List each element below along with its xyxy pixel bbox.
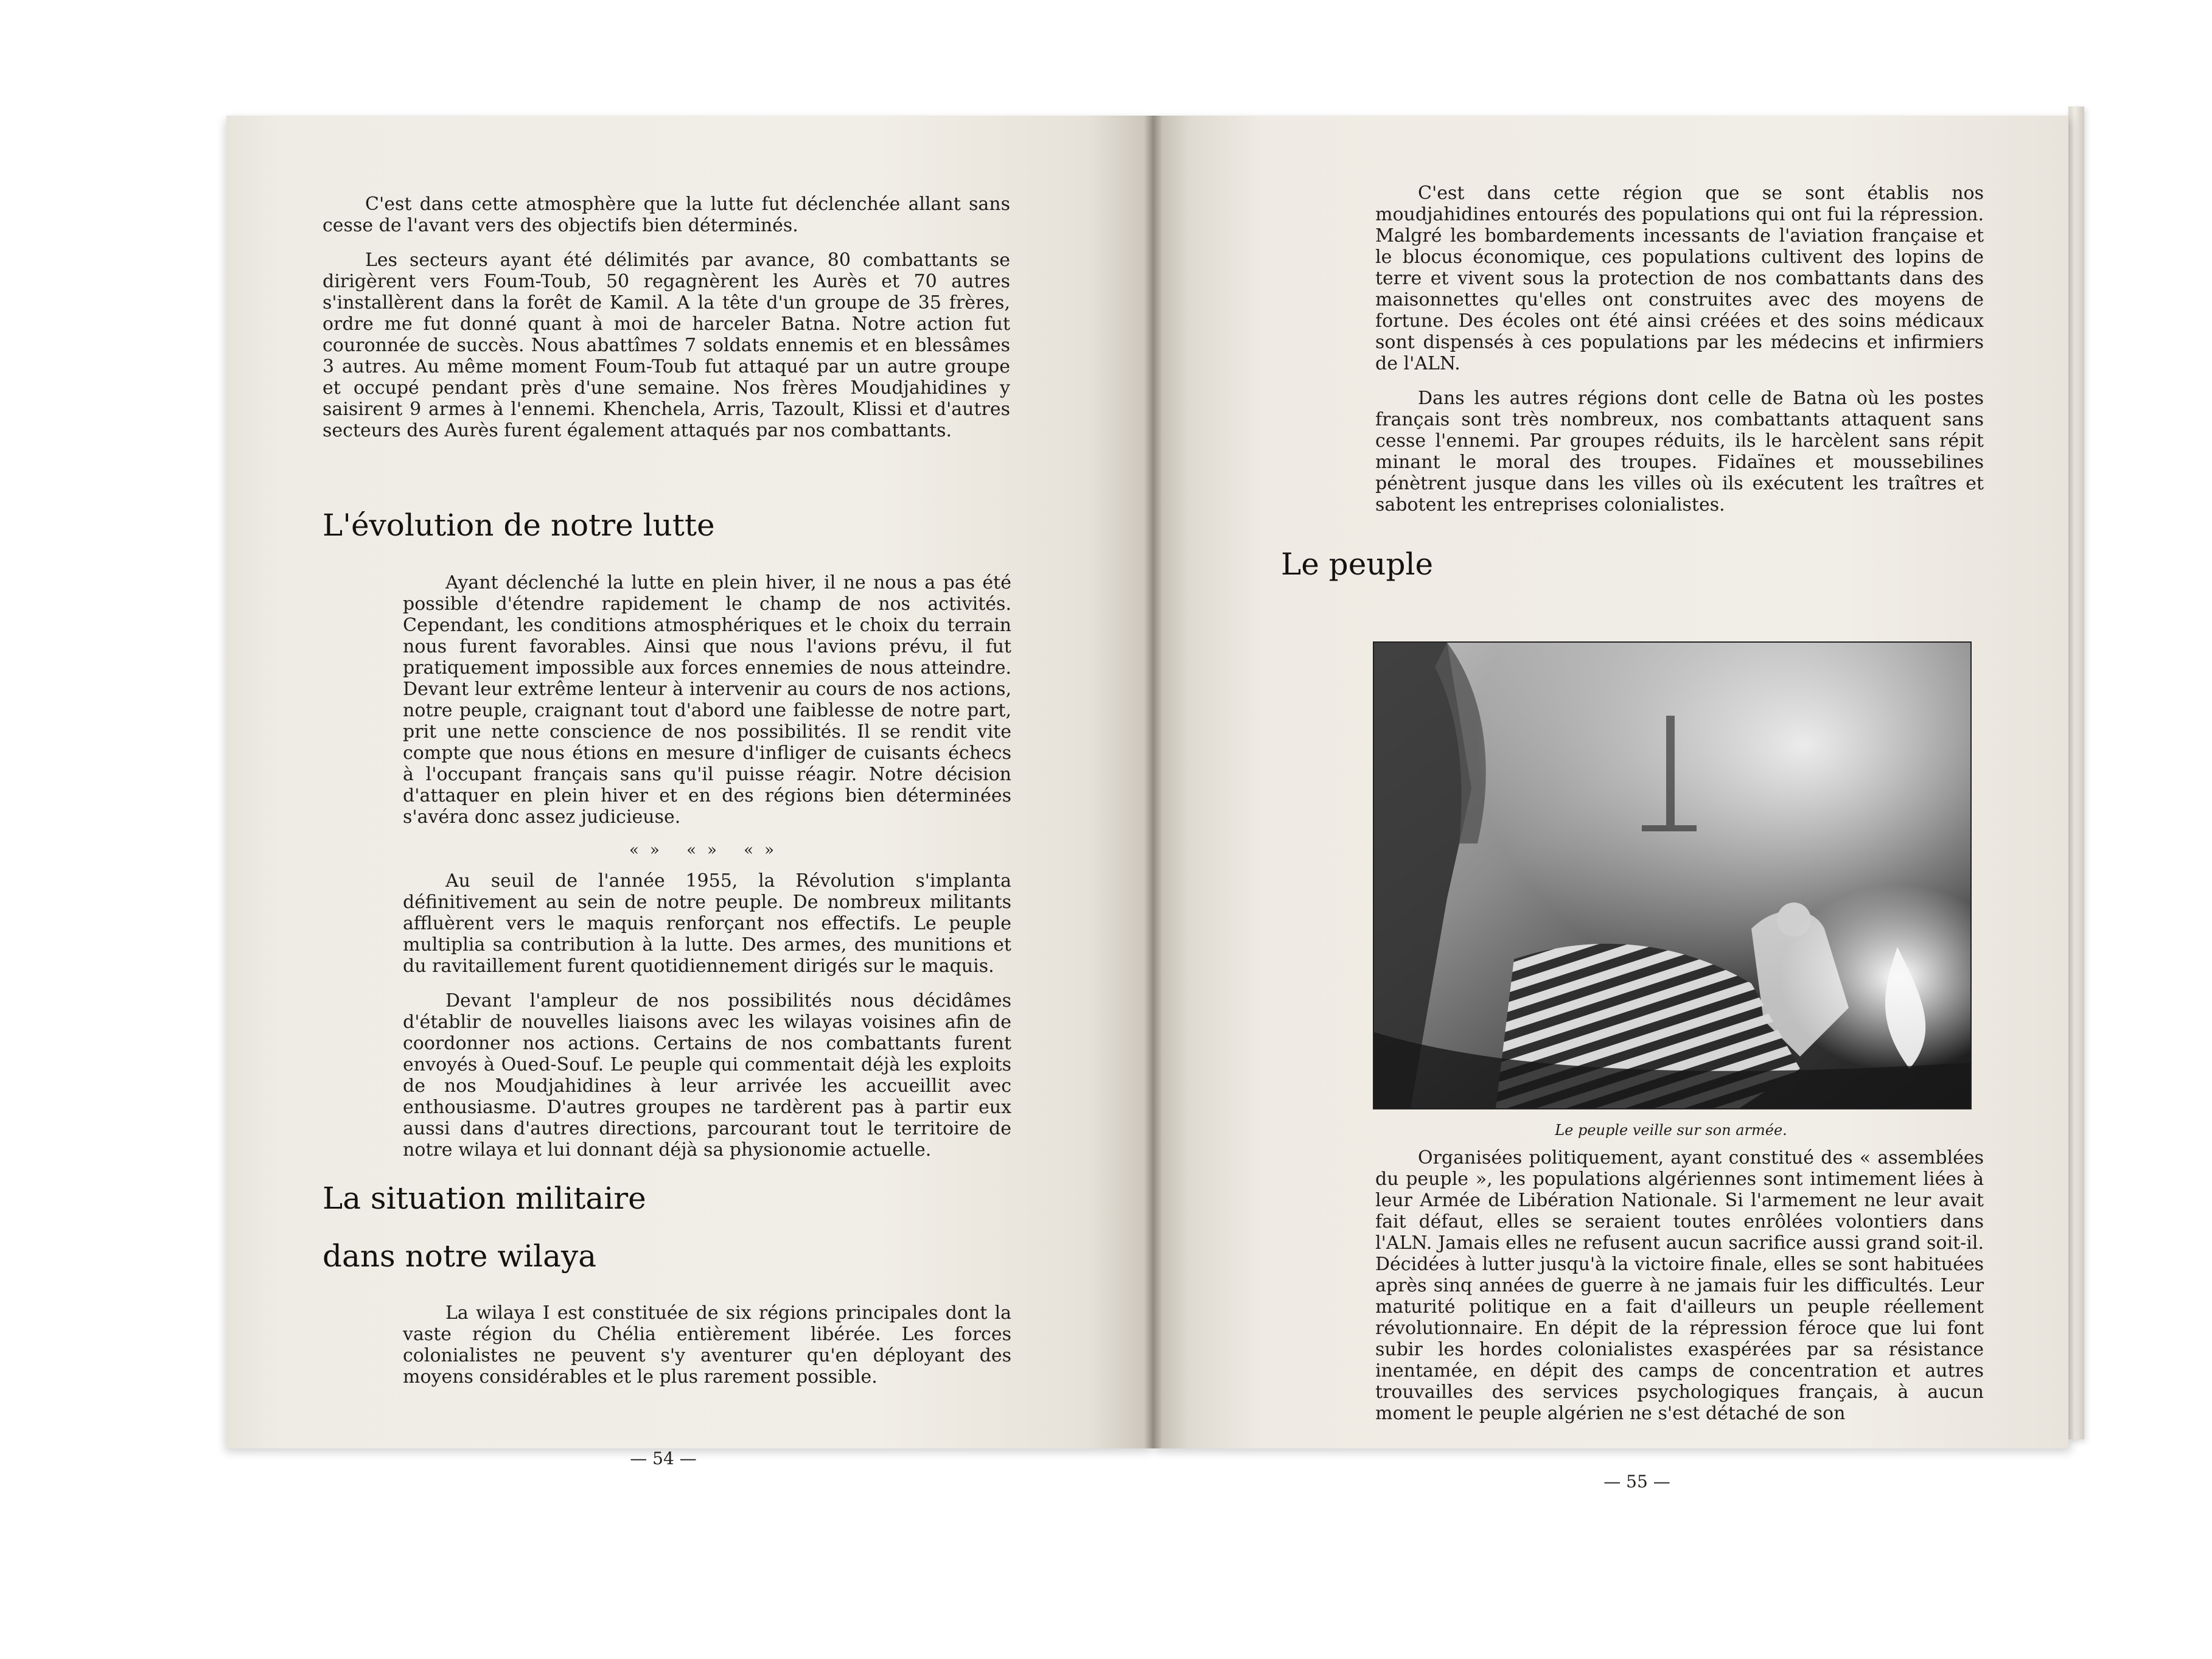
left-paragraph: C'est dans cette atmosphère que la lutte fut déclenchée allant sans cesse de l'avant vers des objectifs bien déterminés. (323, 194, 1010, 236)
section-separator: «» «» «» (629, 841, 785, 859)
right-paragraph: Dans les autres régions dont celle de Batna où les postes français sont très nombreux, nos combattants attaquent sans cesse l'ennemi. Par groupes réduits, ils le harcèlent sans répit minant le moral des troupes. Fidaïnes et moussebilines pénètrent jusque dans les villes où ils exécutent les traîtres et sabotent les entreprises colonialistes. (1375, 388, 1984, 515)
page-number-55: — 55 — (1603, 1472, 1670, 1492)
page-number-54: — 54 — (630, 1448, 697, 1469)
heading-le-peuple: Le peuple (1281, 547, 1434, 582)
photo-people-camp (1373, 641, 1972, 1109)
photo-caption: Le peuple veille sur son armée. (1555, 1122, 1787, 1139)
right-column-top (1375, 183, 1984, 529)
right-paragraph: Organisées politiquement, ayant constitué des « assemblées du peuple », les populations algériennes sont intimement liées à leur Armée de Libération Nationale. Si l'armement ne leur avait fait défaut, elles se seraient toutes enrôlées volontiers dans l'ALN. Jamais elles ne refusent aucun sacrifice aussi grand soit-il. Décidées à lutter jusqu'à la victoire finale, elles se sont habituées après sinq années de guerre à ne jamais fuir les difficultés. Leur maturité politique en a fait d'ailleurs un peuple réellement révolutionnaire. En dépit de la répression féroce que lui font subir les hordes colonialistes exaspérées par sa résistance inentamée, en dépit des camps de concentration et autres trouvailles des services psychologiques français, à aucun moment le peuple algérien ne s'est détaché de son (1375, 1147, 1984, 1424)
left-paragraph: Devant l'ampleur de nos possibilités nous décidâmes d'établir de nouvelles liaisons avec les wilayas voisines afin de coordonner nos actions. Certains de nos combattants furent envoyés à Oued-Souf. Le peuple qui commentait déjà les exploits de nos Moudjahidines à leur arrivée les accueillit avec enthousiasme. D'autres groupes ne tardèrent pas à partir eux aussi dans d'autres directions, parcourant tout le territoire de notre wilaya et lui donnant déjà sa physionomie actuelle. (403, 990, 1011, 1161)
left-column-bottom (403, 1302, 1011, 1401)
heading-situation-line2: dans notre wilaya (323, 1238, 596, 1274)
right-paragraph: C'est dans cette région que se sont établis nos moudjahidines entourés des populations qui ont fui la répression. Malgré les bombardements incessants de l'aviation française et le blocus économique, ces populations cultivent des lopins de terre et vivent sous la protection de nos combattants dans des maisonnettes qu'elles ont construites avec des moyens de fortune. Des écoles ont été ainsi créées et des soins médicaux sont dispensés à ces populations par les médecins et infirmiers de l'ALN. (1375, 183, 1984, 374)
left-paragraph: Au seuil de l'année 1955, la Révolution s'implanta définitivement au sein de notre peuple. De nombreux militants affluèrent vers le maquis renforçant nos effectifs. Le peuple multiplia sa contribution à la lutte. Des armes, des munitions et du ravitaillement furent quotidiennement dirigés sur le maquis. (403, 870, 1011, 977)
left-paragraph: Ayant déclenché la lutte en plein hiver, il ne nous a pas été possible d'étendre rapidement le champ de nos activités. Cependant, les conditions atmosphériques et le choix du terrain nous furent favorables. Ainsi que nous l'avions prévu, il fut pratiquement impossible aux forces ennemies de nous atteindre. Devant leur extrême lenteur à intervenir au cours de nos actions, notre peuple, craignant tout d'abord une faiblesse de notre part, prit une nette conscience de nos possibilités. Il se rendit vite compte que nous étions en mesure d'infliger de cuisants échecs à l'occupant français sans qu'il puisse réagir. Notre décision d'attaquer en plein hiver et en des régions bien déterminées s'avéra donc assez judicieuse. (403, 572, 1011, 828)
left-paragraph: La wilaya I est constituée de six régions principales dont la vaste région du Chélia entièrement libérée. Les forces colonialistes ne peuvent s'y aventurer qu'en déployant des moyens considérables et le plus rarement possible. (403, 1302, 1011, 1388)
photo-image (1374, 643, 1970, 1108)
left-column-top (323, 194, 1010, 455)
heading-situation-line1: La situation militaire (323, 1181, 646, 1216)
page-edge (2068, 107, 2084, 1439)
right-column-bottom (1375, 1147, 1984, 1437)
left-paragraph: Les secteurs ayant été délimités par avance, 80 combattants se dirigèrent vers Foum-Toub, 50 regagnèrent les Aurès et 70 autres s'installèrent dans la forêt de Kamil. A la tête d'un groupe de 35 frères, ordre me fut donné quant à moi de harceler Batna. Notre action fut couronnée de succès. Nous abattîmes 7 soldats ennemis et en blessâmes 3 autres. Au même moment Foum-Toub fut attaqué par un autre groupe et occupé pendant près d'une semaine. Nos frères Moudjahidines y saisirent 9 armes à l'ennemi. Khenchela, Arris, Tazoult, Klissi et d'autres secteurs des Aurès furent également attaqués par nos combattants. (323, 250, 1010, 441)
book-gutter (1144, 116, 1162, 1448)
left-column-mid (403, 572, 1011, 1174)
heading-evolution: L'évolution de notre lutte (323, 508, 715, 543)
